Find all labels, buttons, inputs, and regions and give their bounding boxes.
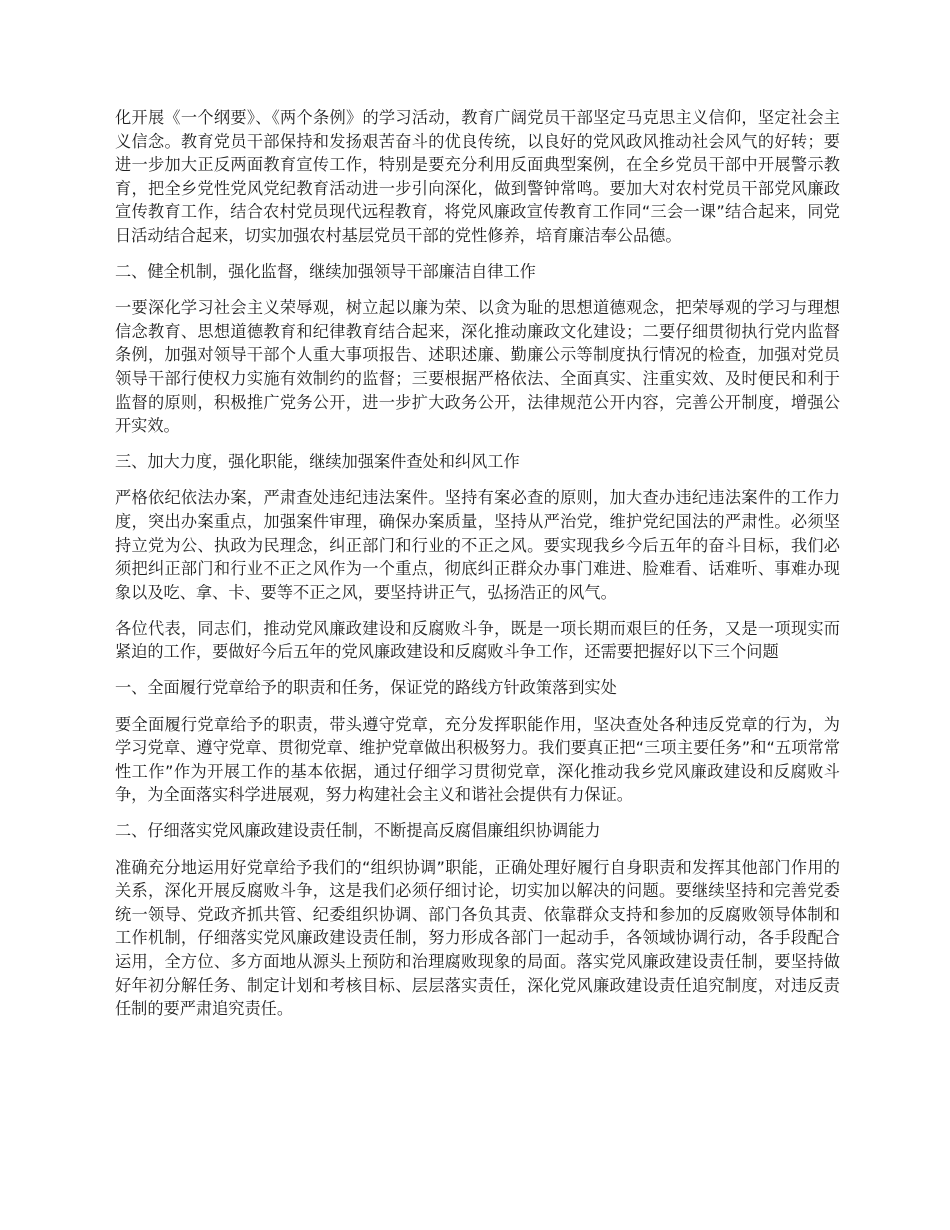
heading-section-2: 二、健全机制，强化监督，继续加强领导干部廉洁自律工作 [115,262,536,282]
paragraph-case-handling: 严格依纪依法办案，严肃查处违纪违法案件。坚持有案必查的原则，加大查办违纪违法案件的工作力度，突出办案重点，加强案件审理，确保办案质量，坚持从严治党，维护党纪国法的严肃性。必须坚持立党为公、执政为民理念，纠正部门和行业的不正之风。要实现我乡今后五年的奋斗目标，我们必须把纠正部门和行业不正之风作为一个重点，彻底纠正群众办事门难进、脸难看、话难听、事难办现象以及吃、拿、卡、要等不正之风，要坚持讲正气，弘扬浩正的风气。 [115,488,840,602]
paragraph-self-discipline: 一要深化学习社会主义荣辱观，树立起以廉为荣、以贪为耻的思想道德观念，把荣辱观的学习与理想信念教育、思想道德教育和纪律教育结合起来，深化推动廉政文化建设；二要仔细贯彻执行党内监督条例，加强对领导干部个人重大事项报告、述职述廉、勤廉公示等制度执行情况的检查，加强对党员领导干部行使权力实施有效制约的监督；三要根据严格依法、全面真实、注重实效、及时便民和利于监督的原则，积极推广党务公开，进一步扩大政务公开，法律规范公开内容，完善公开制度，增强公开实效。 [115,298,840,436]
paragraph-address-delegates: 各位代表，同志们，推动党风廉政建设和反腐败斗争，既是一项长期而艰巨的任务，又是一项现实而紧迫的工作，要做好今后五年的党风廉政建设和反腐败斗争工作，还需要把握好以下三个问题 [115,618,840,662]
heading-issue-2: 二、仔细落实党风廉政建设责任制，不断提高反腐倡廉组织协调能力 [115,821,601,841]
document-body [115,106,840,1033]
heading-section-3: 三、加大力度，强化职能，继续加强案件查处和纠风工作 [115,452,520,472]
paragraph-responsibility-system: 准确充分地运用好党章给予我们的“组织协调”职能，正确处理好履行自身职责和发挥其他部门作用的关系，深化开展反腐败斗争，这是我们必须仔细讨论，切实加以解决的问题。要继续坚持和完善党委统一领导、党政齐抓共管、纪委组织协调、部门各负其责、依靠群众支持和参加的反腐败领导体制和工作机制，仔细落实党风廉政建设责任制，努力形成各部门一起动手，各领域协调行动，各手段配合运用，全方位、多方面地从源头上预防和治理腐败现象的局面。落实党风廉政建设责任制，要坚持做好年初分解任务、制定计划和考核目标、层层落实责任，深化党风廉政建设责任追究制度，对违反责任制的要严肃追究责任。 [115,857,840,1019]
heading-issue-1: 一、全面履行党章给予的职责和任务，保证党的路线方针政策落到实处 [115,678,617,698]
paragraph-intro-education: 化开展《一个纲要》、《两个条例》的学习活动，教育广阔党员干部坚定马克思主义信仰，坚定社会主义信念。教育党员干部保持和发扬艰苦奋斗的优良传统，以良好的党风政风推动社会风气的好转；要进一步加大正反两面教育宣传工作，特别是要充分利用反面典型案例，在全乡党员干部中开展警示教育，把全乡党性党风党纪教育活动进一步引向深化，做到警钟常鸣。要加大对农村党员干部党风廉政宣传教育工作，结合农村党员现代远程教育，将党风廉政宣传教育工作同“三会一课”结合起来，同党日活动结合起来，切实加强农村基层党员干部的党性修养，培育廉洁奉公品德。 [115,108,840,245]
paragraph-party-constitution: 要全面履行党章给予的职责，带头遵守党章，充分发挥职能作用，坚决查处各种违反党章的行为，为学习党章、遵守党章、贯彻党章、维护党章做出积极努力。我们要真正把“三项主要任务”和“五项常常性工作”作为开展工作的基本依据，通过仔细学习贯彻党章，深化推动我乡党风廉政建设和反腐败斗争，为全面落实科学进展观，努力构建社会主义和谐社会提供有力保证。 [115,714,840,805]
